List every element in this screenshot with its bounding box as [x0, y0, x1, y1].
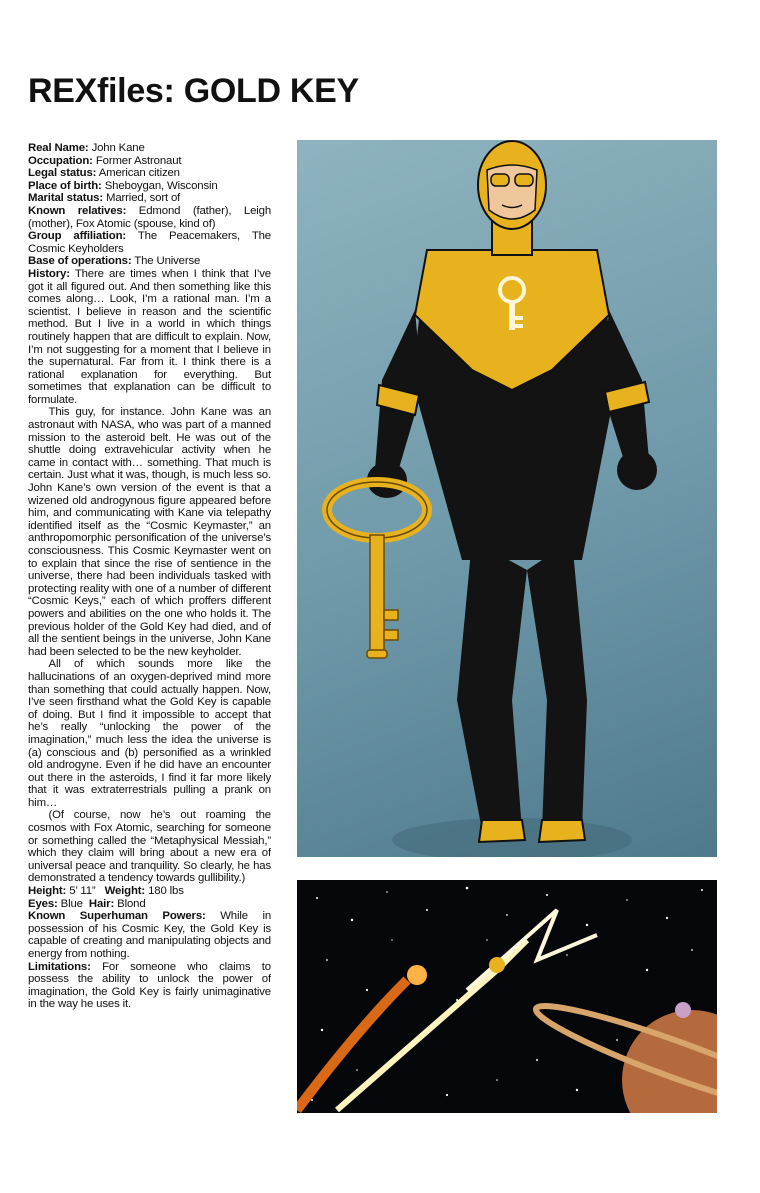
history-paragraph: (Of course, now he’s out roaming the cosmos with Fox Atomic, searching for someone or something called the “Metaphysical Messiah,” which they claim will bring about a new era of universal peace and tranquility. So clearly, he has demonstrated a tendency towards gullibility.)	[28, 809, 271, 885]
history-section	[28, 268, 271, 885]
field-base-of-operations: Base of operations: The Universe	[28, 255, 201, 268]
space-scene-illustration	[297, 880, 717, 1113]
profile-text-column	[28, 142, 271, 1172]
field-group-affiliation: Group affiliation: The Peacemakers, The Cosmic Keyholders	[28, 230, 271, 255]
hero-illustration	[297, 140, 717, 857]
field-place-of-birth: Place of birth: Sheboygan, Wisconsin	[28, 179, 218, 192]
space-scene-figures	[297, 880, 717, 1113]
field-eyes-hair: Eyes: Blue Hair: Blond	[28, 897, 146, 910]
field-known-relatives: Known relatives: Edmond (father), Leigh (mother), Fox Atomic (spouse, kind of)	[28, 204, 271, 230]
history-paragraph: This guy, for instance. John Kane was an astronaut with NASA, who was part of a manned mission to the asteroid belt. He was out of the shuttle doing extravehicular activity when he came in contact with… something. That much is certain. Just what it was, though, is much less so. John Kane’s own version of the event is that a wizened old androgynous figure appeared before him, and communicating with Kane via telepathy identified itself as the “Cosmic Keymaster,” an anthropomorphic personification of the universe’s consciousness. This Cosmic Keymaster went on to explain that since the rise of sentience in the universe, there had been individuals tasked with protecting reality with one of a number of different “Cosmic Keys,” each of which proffers different powers and abilities on the one who holds it. The previous holder of the Gold Key had died, and of all the sentient beings in the universe, John Kane had been selected to be the new keyholder.	[28, 406, 271, 658]
field-legal-status: Legal status: American citizen	[28, 167, 180, 180]
page-title: REXfiles: GOLD KEY	[28, 72, 359, 110]
field-limitations: Limitations: For someone who claims to possess the ability to unlock the power of imagination, the Gold Key is fairly unimaginative in the way he uses it.	[28, 960, 271, 1011]
field-real-name: Real Name: John Kane	[28, 142, 145, 154]
history-paragraph: All of which sounds more like the hallucinations of an oxygen-deprived mind more than something that could actually happen. Now, I’ve seen firsthand what the Gold Key is capable of doing. But I find it impossible to accept that he’s really “unlocking the power of the imagination,” much less the idea the universe is (a) conscious and (b) personified as a wrinkled old androgyne. Even if he did have an encounter out there in the asteroids, I find it far more likely that it was extraterrestrials pulling a prank on him…	[28, 658, 271, 809]
field-occupation: Occupation: Former Astronaut	[28, 154, 182, 167]
field-marital-status: Marital status: Married, sort of	[28, 192, 181, 205]
gold-key-hero-figure	[297, 140, 717, 857]
field-powers: Known Superhuman Powers: While in possession of his Cosmic Key, the Gold Key is capable of creating and manipulating objects and energy from nothing.	[28, 910, 271, 960]
history-paragraph: History: There are times when I think that I’ve got it all figured out. And then something like this comes along… Look, I’m a rational man. I’m a scientist. I believe in reason and the scientific method. But I live in a world in which things routinely happen that are difficult to explain. Now, I’m not suggesting for a moment that I believe in the supernatural. Far from it. I think there is a rational explanation for everything. But sometimes that explanation can be difficult to formulate.	[28, 267, 271, 406]
field-height-weight: Height: 5’ 11” Weight: 180 lbs	[28, 885, 184, 898]
